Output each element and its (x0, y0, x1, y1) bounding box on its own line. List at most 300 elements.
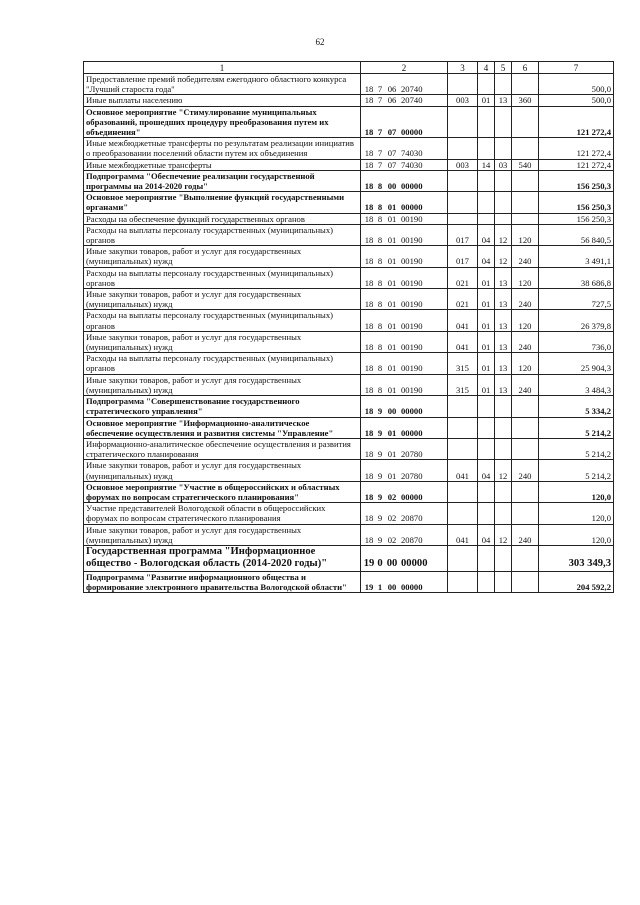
code-direction: 00190 (401, 363, 423, 374)
table-row (84, 374, 614, 395)
row-col-3 (448, 138, 478, 159)
code-direction: 74030 (401, 148, 423, 159)
row-col-6: 240 (512, 524, 539, 545)
code-direction: 20740 (401, 84, 423, 95)
code-program: 18 (364, 181, 374, 192)
row-col-4 (478, 545, 495, 571)
row-col-3: 021 (448, 289, 478, 310)
table-row (84, 503, 614, 524)
row-col-5 (495, 138, 512, 159)
row-col-4: 04 (478, 246, 495, 267)
row-sum-cell: 156 250,3 (539, 170, 614, 191)
code-event: 01 (387, 384, 397, 395)
row-code-cell (361, 310, 448, 331)
row-col-5: 13 (495, 353, 512, 374)
row-col-5 (495, 571, 512, 592)
code-subprogram: 8 (377, 213, 383, 224)
row-code-cell (361, 396, 448, 417)
code-direction: 20740 (401, 95, 423, 106)
row-sum-cell: 5 214,2 (539, 417, 614, 438)
code-event: 00 (387, 582, 397, 593)
code-program: 18 (364, 427, 374, 438)
code-subprogram: 9 (377, 427, 383, 438)
code-direction: 00000 (401, 582, 423, 593)
code-direction: 00000 (401, 427, 423, 438)
row-col-5: 03 (495, 159, 512, 170)
code-subprogram: 8 (377, 202, 383, 213)
table-row (84, 74, 614, 95)
row-sum-cell: 38 686,8 (539, 267, 614, 288)
code-subprogram: 8 (377, 320, 383, 331)
row-col-3: 315 (448, 353, 478, 374)
row-name-cell: Предоставление премий победителям ежегодного областного конкурса "Лучший староста года" (84, 74, 361, 95)
row-col-4 (478, 396, 495, 417)
row-col-6: 120 (512, 267, 539, 288)
row-col-4 (478, 503, 495, 524)
code-direction: 20870 (401, 534, 423, 545)
row-col-6: 240 (512, 246, 539, 267)
code-program: 18 (364, 342, 374, 353)
row-col-3 (448, 545, 478, 571)
code-subprogram: 7 (377, 84, 383, 95)
row-col-4: 01 (478, 95, 495, 106)
row-col-4: 01 (478, 310, 495, 331)
code-event: 01 (387, 235, 397, 246)
row-col-3: 003 (448, 159, 478, 170)
row-col-6: 240 (512, 460, 539, 481)
row-col-3: 017 (448, 246, 478, 267)
table-row (84, 192, 614, 213)
row-name-cell: Подпрограмма "Совершенствование государственного стратегического управления" (84, 396, 361, 417)
row-col-5 (495, 417, 512, 438)
code-subprogram: 9 (377, 513, 383, 524)
code-direction: 00000 (401, 558, 428, 570)
code-direction: 00190 (401, 235, 423, 246)
row-col-4 (478, 417, 495, 438)
row-col-6: 360 (512, 95, 539, 106)
row-col-5 (495, 396, 512, 417)
code-program: 18 (364, 95, 374, 106)
row-code-cell (361, 138, 448, 159)
table-row (84, 331, 614, 352)
row-col-3: 021 (448, 267, 478, 288)
row-code-cell (361, 460, 448, 481)
row-sum-cell: 3 491,1 (539, 246, 614, 267)
budget-table (83, 61, 614, 593)
code-program: 18 (364, 449, 374, 460)
row-sum-cell: 156 250,3 (539, 213, 614, 224)
table-row (84, 353, 614, 374)
row-col-5 (495, 213, 512, 224)
code-subprogram: 7 (377, 148, 383, 159)
code-direction: 00190 (401, 342, 423, 353)
row-col-4 (478, 571, 495, 592)
code-subprogram: 8 (377, 256, 383, 267)
row-col-6: 240 (512, 331, 539, 352)
code-subprogram: 9 (377, 449, 383, 460)
code-direction: 00000 (401, 406, 423, 417)
row-col-4 (478, 213, 495, 224)
code-subprogram: 8 (377, 384, 383, 395)
row-sum-cell: 120,0 (539, 481, 614, 502)
code-program: 18 (364, 277, 374, 288)
code-event: 01 (387, 202, 397, 213)
row-code-cell (361, 571, 448, 592)
row-code-cell (361, 524, 448, 545)
code-subprogram: 8 (377, 235, 383, 246)
code-subprogram: 8 (377, 181, 383, 192)
row-col-4 (478, 138, 495, 159)
code-event: 06 (387, 95, 397, 106)
code-event: 01 (387, 427, 397, 438)
row-col-4: 01 (478, 267, 495, 288)
code-event: 02 (387, 534, 397, 545)
header-cell-5: 5 (495, 62, 512, 74)
table-row (84, 396, 614, 417)
row-col-5: 13 (495, 289, 512, 310)
code-subprogram: 7 (377, 95, 383, 106)
row-col-6 (512, 571, 539, 592)
row-col-3: 017 (448, 224, 478, 245)
row-col-3 (448, 438, 478, 459)
row-name-cell: Иные выплаты населению (84, 95, 361, 106)
code-event: 00 (387, 181, 397, 192)
row-col-5 (495, 481, 512, 502)
row-code-cell (361, 438, 448, 459)
row-sum-cell: 121 272,4 (539, 106, 614, 138)
row-sum-cell: 727,5 (539, 289, 614, 310)
code-program: 18 (364, 320, 374, 331)
row-name-cell: Иные закупки товаров, работ и услуг для государственных (муниципальных) нужд (84, 460, 361, 481)
row-col-5 (495, 503, 512, 524)
row-col-6 (512, 417, 539, 438)
row-sum-cell: 26 379,8 (539, 310, 614, 331)
code-program: 18 (364, 213, 374, 224)
table-row (84, 106, 614, 138)
row-col-4: 14 (478, 159, 495, 170)
row-col-6 (512, 481, 539, 502)
row-col-6 (512, 106, 539, 138)
code-event: 01 (387, 320, 397, 331)
table-row (84, 95, 614, 106)
code-event: 01 (387, 299, 397, 310)
row-code-cell (361, 95, 448, 106)
row-sum-cell: 500,0 (539, 95, 614, 106)
code-program: 19 (363, 558, 375, 570)
row-sum-cell: 121 272,4 (539, 159, 614, 170)
row-sum-cell: 5 334,2 (539, 396, 614, 417)
table-row (84, 224, 614, 245)
code-program: 18 (364, 299, 374, 310)
row-sum-cell: 120,0 (539, 503, 614, 524)
row-name-cell: Иные закупки товаров, работ и услуг для государственных (муниципальных) нужд (84, 331, 361, 352)
row-col-4: 01 (478, 331, 495, 352)
row-col-5 (495, 74, 512, 95)
row-code-cell (361, 503, 448, 524)
row-col-3 (448, 106, 478, 138)
table-row (84, 571, 614, 592)
row-name-cell: Подпрограмма "Развитие информационного общества и формирование электронного правительства Вологодской области" (84, 571, 361, 592)
row-name-cell: Иные межбюджетные трансферты (84, 159, 361, 170)
row-col-5: 13 (495, 310, 512, 331)
row-name-cell: Иные закупки товаров, работ и услуг для государственных (муниципальных) нужд (84, 246, 361, 267)
row-col-4 (478, 192, 495, 213)
code-program: 18 (364, 384, 374, 395)
header-cell-2: 2 (361, 62, 448, 74)
row-col-4 (478, 74, 495, 95)
row-code-cell (361, 224, 448, 245)
row-col-6 (512, 74, 539, 95)
row-sum-cell: 204 592,2 (539, 571, 614, 592)
row-col-5: 13 (495, 331, 512, 352)
row-name-cell: Иные закупки товаров, работ и услуг для государственных (муниципальных) нужд (84, 374, 361, 395)
row-name-cell: Расходы на выплаты персоналу государственных (муниципальных) органов (84, 267, 361, 288)
table-row (84, 246, 614, 267)
code-event: 00 (387, 406, 397, 417)
header-cell-1: 1 (84, 62, 361, 74)
code-subprogram: 7 (377, 127, 383, 138)
code-direction: 20870 (401, 513, 423, 524)
row-name-cell: Иные закупки товаров, работ и услуг для государственных (муниципальных) нужд (84, 289, 361, 310)
table-row (84, 310, 614, 331)
code-program: 18 (364, 363, 374, 374)
table-header-row (84, 62, 614, 74)
row-col-5 (495, 545, 512, 571)
row-col-5 (495, 106, 512, 138)
code-event: 01 (387, 256, 397, 267)
row-col-3 (448, 417, 478, 438)
row-col-3 (448, 503, 478, 524)
row-sum-cell: 5 214,2 (539, 460, 614, 481)
row-col-5: 13 (495, 95, 512, 106)
table-row (84, 267, 614, 288)
code-program: 18 (364, 470, 374, 481)
code-direction: 74030 (401, 159, 423, 170)
row-code-cell (361, 289, 448, 310)
row-col-5: 12 (495, 224, 512, 245)
code-subprogram: 8 (377, 299, 383, 310)
row-name-cell: Основное мероприятие "Стимулирование муниципальных образований, прошедших процедуру преобразования путем их объединения" (84, 106, 361, 138)
row-col-3: 041 (448, 524, 478, 545)
code-subprogram: 8 (377, 277, 383, 288)
row-code-cell (361, 331, 448, 352)
row-code-cell (361, 159, 448, 170)
row-col-3: 041 (448, 310, 478, 331)
code-subprogram: 9 (377, 491, 383, 502)
row-col-3: 315 (448, 374, 478, 395)
row-col-3: 041 (448, 460, 478, 481)
row-col-3 (448, 213, 478, 224)
table-row (84, 460, 614, 481)
row-col-6: 240 (512, 289, 539, 310)
code-direction: 00190 (401, 384, 423, 395)
code-subprogram: 7 (377, 159, 383, 170)
code-subprogram: 9 (377, 406, 383, 417)
row-col-6 (512, 438, 539, 459)
row-code-cell (361, 481, 448, 502)
row-sum-cell: 5 214,2 (539, 438, 614, 459)
code-event: 01 (387, 470, 397, 481)
row-col-6: 120 (512, 224, 539, 245)
row-name-cell: Основное мероприятие "Выполнение функций государственными органами" (84, 192, 361, 213)
code-program: 18 (364, 534, 374, 545)
row-code-cell (361, 417, 448, 438)
code-event: 01 (387, 213, 397, 224)
row-col-4: 01 (478, 289, 495, 310)
row-name-cell: Информационно-аналитическое обеспечение осуществления и развития стратегического планирования (84, 438, 361, 459)
row-col-5: 13 (495, 374, 512, 395)
row-col-3 (448, 481, 478, 502)
code-program: 18 (364, 256, 374, 267)
code-event: 01 (387, 342, 397, 353)
code-program: 18 (364, 406, 374, 417)
row-col-5: 12 (495, 246, 512, 267)
row-col-5: 12 (495, 524, 512, 545)
row-name-cell: Расходы на выплаты персоналу государственных (муниципальных) органов (84, 310, 361, 331)
code-event: 07 (387, 148, 397, 159)
code-program: 19 (364, 582, 374, 593)
row-col-4 (478, 106, 495, 138)
row-col-4 (478, 170, 495, 191)
row-sum-cell: 56 840,5 (539, 224, 614, 245)
code-direction: 00190 (401, 320, 423, 331)
code-direction: 00190 (401, 256, 423, 267)
header-cell-7: 7 (539, 62, 614, 74)
header-cell-4: 4 (478, 62, 495, 74)
row-code-cell (361, 192, 448, 213)
row-col-3: 003 (448, 95, 478, 106)
code-event: 00 (386, 558, 398, 570)
row-name-cell: Подпрограмма "Обеспечение реализации государственной программы на 2014-2020 годы" (84, 170, 361, 191)
row-col-5: 13 (495, 267, 512, 288)
code-direction: 00000 (401, 491, 423, 502)
row-code-cell (361, 74, 448, 95)
code-event: 06 (387, 84, 397, 95)
code-event: 02 (387, 491, 397, 502)
code-subprogram: 9 (377, 534, 383, 545)
row-sum-cell: 500,0 (539, 74, 614, 95)
row-col-5 (495, 438, 512, 459)
code-event: 07 (387, 127, 397, 138)
code-subprogram: 8 (377, 342, 383, 353)
row-col-4 (478, 481, 495, 502)
row-name-cell: Государственная программа "Информационное общество - Вологодская область (2014-2020 годы)" (84, 545, 361, 571)
code-program: 18 (364, 235, 374, 246)
row-code-cell (361, 106, 448, 138)
row-col-6 (512, 192, 539, 213)
code-program: 18 (364, 491, 374, 502)
table-row (84, 438, 614, 459)
row-name-cell: Основное мероприятие "Информационно-аналитическое обеспечение осуществления и развития системы "Управление" (84, 417, 361, 438)
row-col-6: 120 (512, 310, 539, 331)
code-direction: 20780 (401, 449, 423, 460)
table-row (84, 138, 614, 159)
row-sum-cell: 156 250,3 (539, 192, 614, 213)
code-program: 18 (364, 202, 374, 213)
code-direction: 00000 (401, 202, 423, 213)
row-code-cell (361, 267, 448, 288)
row-col-4: 04 (478, 224, 495, 245)
row-col-3 (448, 192, 478, 213)
code-event: 07 (387, 159, 397, 170)
table-row (84, 545, 614, 571)
row-sum-cell: 121 272,4 (539, 138, 614, 159)
code-event: 01 (387, 449, 397, 460)
table-row (84, 170, 614, 191)
code-direction: 00190 (401, 299, 423, 310)
code-event: 02 (387, 513, 397, 524)
row-col-3 (448, 74, 478, 95)
code-direction: 00000 (401, 127, 423, 138)
row-col-4: 04 (478, 460, 495, 481)
row-col-4: 04 (478, 524, 495, 545)
row-code-cell (361, 374, 448, 395)
row-name-cell: Расходы на выплаты персоналу государственных (муниципальных) органов (84, 224, 361, 245)
code-subprogram: 0 (377, 558, 383, 570)
page-number: 62 (315, 37, 325, 47)
row-col-6: 540 (512, 159, 539, 170)
code-program: 18 (364, 84, 374, 95)
row-sum-cell: 25 904,3 (539, 353, 614, 374)
table-row (84, 289, 614, 310)
row-code-cell (361, 545, 448, 571)
row-col-6 (512, 170, 539, 191)
row-sum-cell: 120,0 (539, 524, 614, 545)
table-row (84, 481, 614, 502)
header-cell-6: 6 (512, 62, 539, 74)
row-name-cell: Участие представителей Вологодской области в общероссийских форумах по вопросам стратегического планирования (84, 503, 361, 524)
code-subprogram: 9 (377, 470, 383, 481)
code-event: 01 (387, 277, 397, 288)
table-row (84, 213, 614, 224)
row-col-3 (448, 396, 478, 417)
row-sum-cell: 303 349,3 (539, 545, 614, 571)
row-col-5 (495, 170, 512, 191)
row-col-6 (512, 503, 539, 524)
row-col-5 (495, 192, 512, 213)
row-col-6 (512, 138, 539, 159)
code-program: 18 (364, 148, 374, 159)
row-col-6: 120 (512, 353, 539, 374)
code-direction: 20780 (401, 470, 423, 481)
code-direction: 00190 (401, 277, 423, 288)
row-col-6 (512, 545, 539, 571)
row-code-cell (361, 353, 448, 374)
code-event: 01 (387, 363, 397, 374)
row-col-4: 01 (478, 353, 495, 374)
code-program: 18 (364, 127, 374, 138)
row-name-cell: Иные межбюджетные трансферты по результатам реализации инициатив о преобразовании поселений области путем их объединения (84, 138, 361, 159)
row-col-5: 12 (495, 460, 512, 481)
row-code-cell (361, 213, 448, 224)
table-row (84, 524, 614, 545)
code-subprogram: 8 (377, 363, 383, 374)
table-row (84, 417, 614, 438)
row-col-3 (448, 571, 478, 592)
code-subprogram: 1 (377, 582, 383, 593)
header-cell-3: 3 (448, 62, 478, 74)
row-sum-cell: 736,0 (539, 331, 614, 352)
row-col-3: 041 (448, 331, 478, 352)
row-code-cell (361, 170, 448, 191)
row-code-cell (361, 246, 448, 267)
code-direction: 00000 (401, 181, 423, 192)
code-program: 18 (364, 513, 374, 524)
row-name-cell: Расходы на обеспечение функций государственных органов (84, 213, 361, 224)
table-row (84, 159, 614, 170)
row-col-6 (512, 213, 539, 224)
row-sum-cell: 3 484,3 (539, 374, 614, 395)
